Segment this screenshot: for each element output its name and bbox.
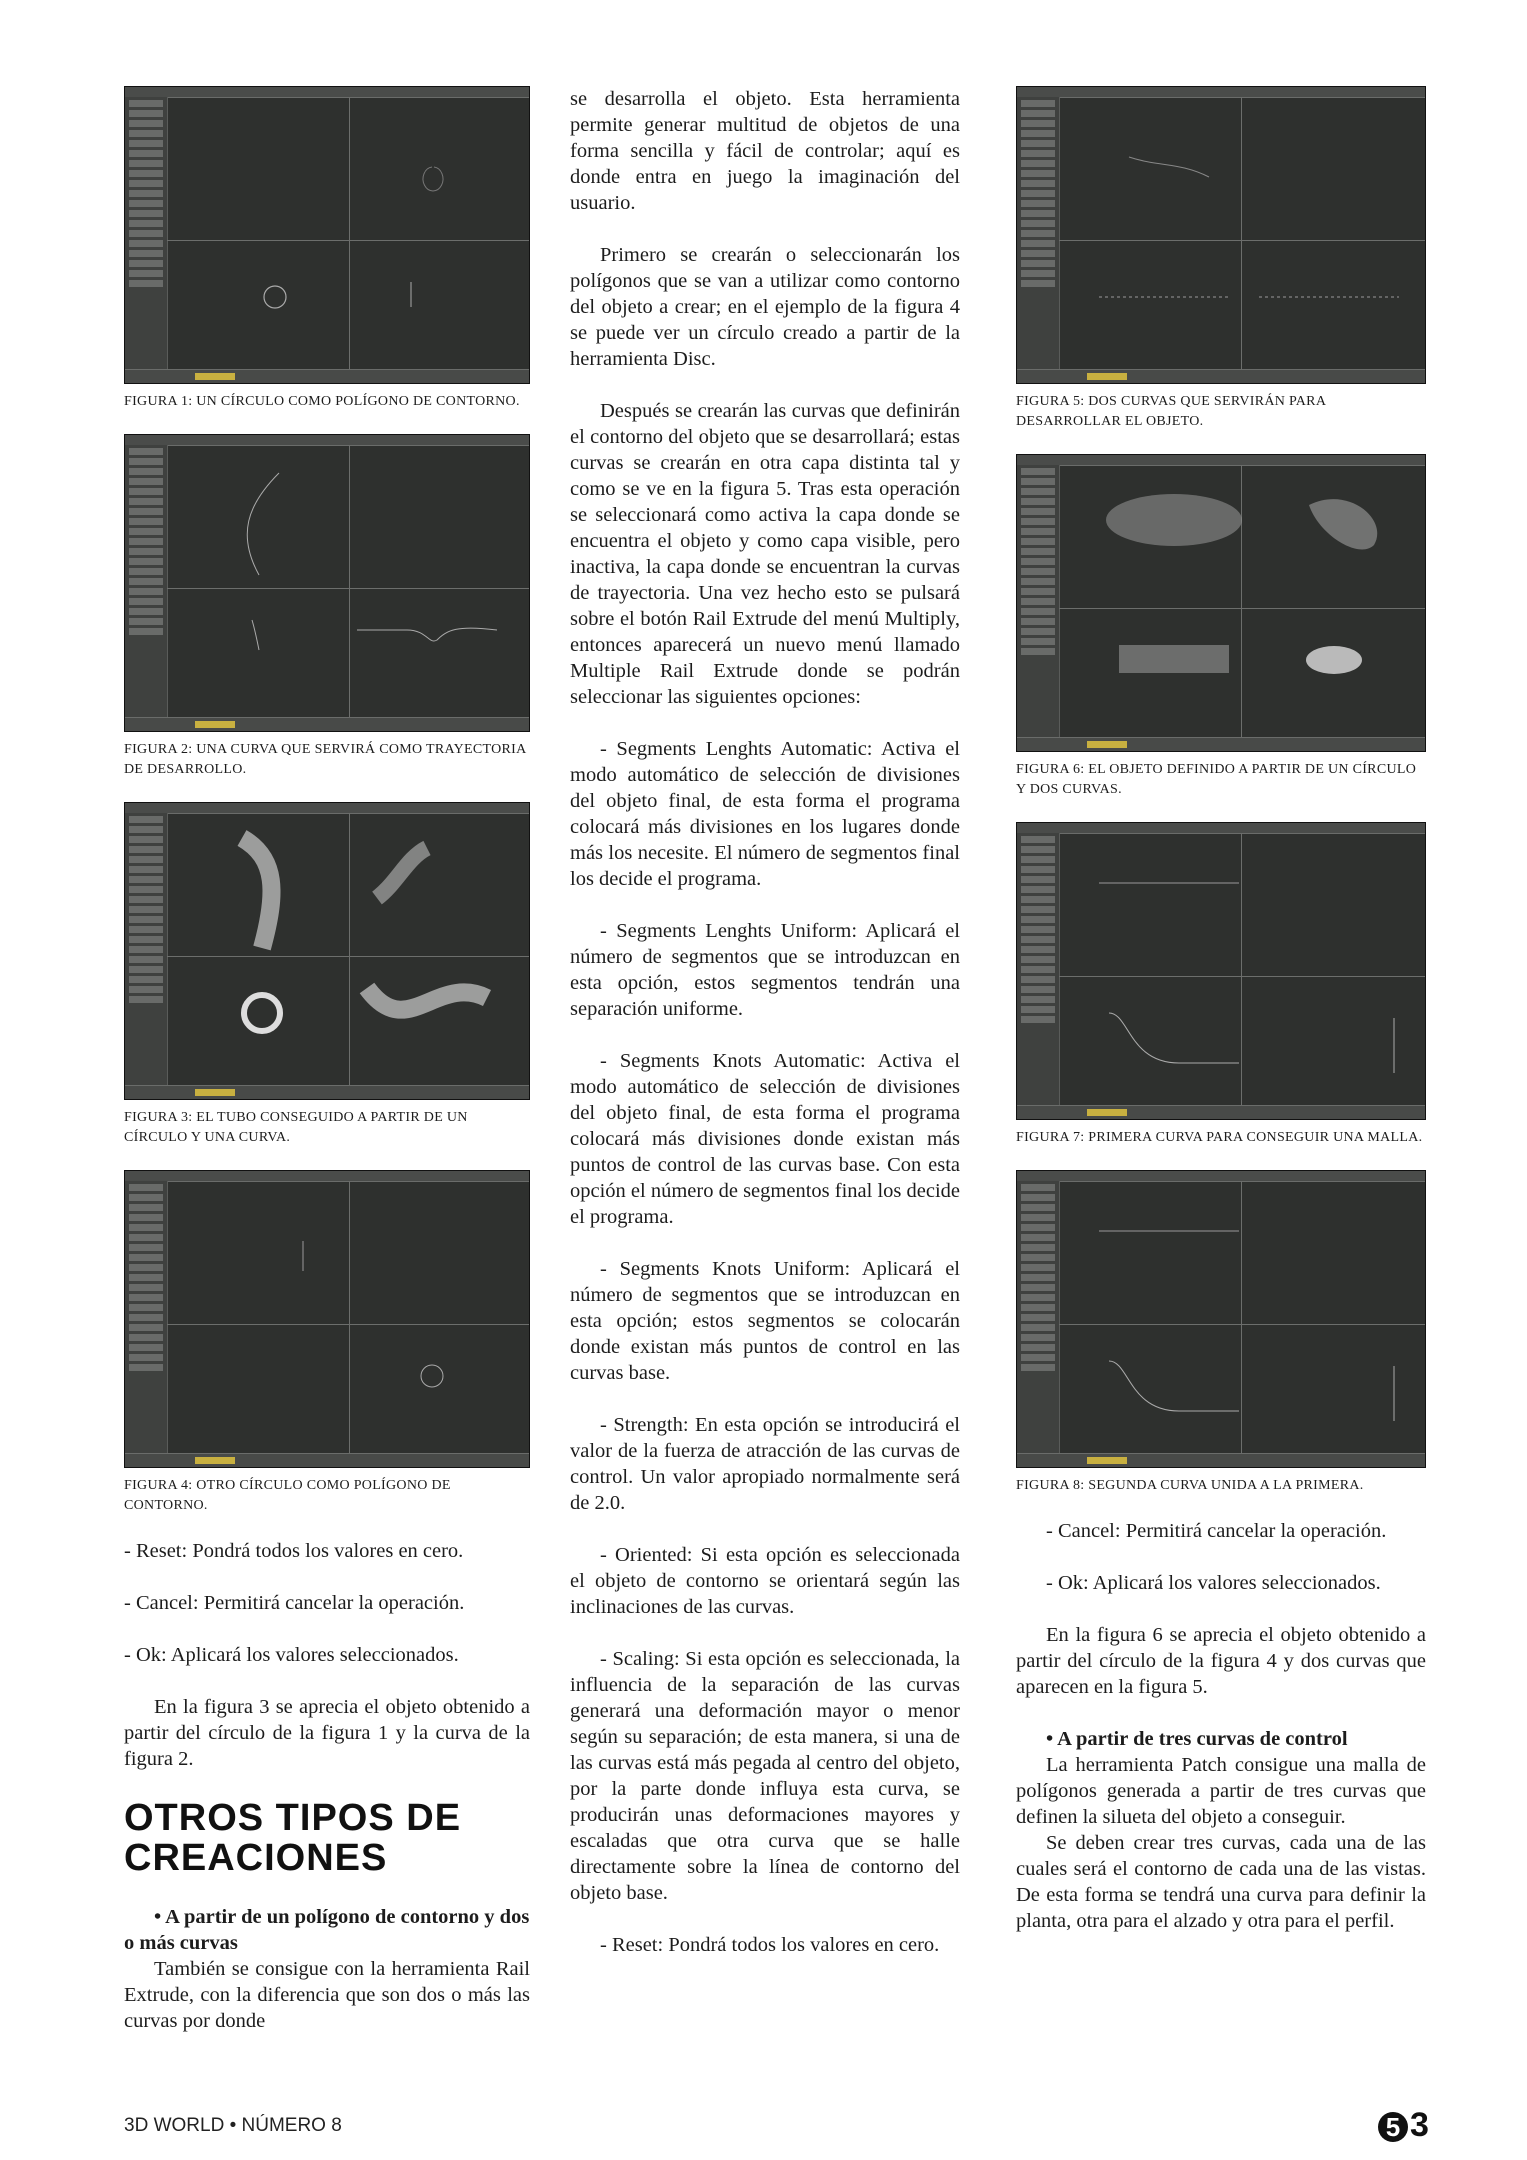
figure-3-screenshot <box>124 802 530 1100</box>
figure-4-caption: FIGURA 4: OTRO CÍRCULO COMO POLÍGONO DE CONTORNO. <box>124 1478 451 1513</box>
figure-6-screenshot <box>1016 454 1426 752</box>
paragraph-patch: La herramienta Patch consigue una malla de polígonos generada a partir de tres curvas que definen la silueta del objeto a conseguir. <box>1016 1754 1426 1828</box>
figure-2-caption: FIGURA 2: UNA CURVA QUE SERVIRÁ COMO TRAYECTORIA DE DESARROLLO. <box>124 742 526 777</box>
figure-1-caption: FIGURA 1: UN CÍRCULO COMO POLÍGONO DE CONTORNO. <box>124 394 520 409</box>
option-segments-lenghts-uniform: - Segments Lenghts Uniform: Aplicará el número de segmentos que se introduzcan en esta opción, estos segmentos tendrán una separación uniforme. <box>570 920 960 1020</box>
footer-magazine: 3D WORLD • NÚMERO 8 <box>124 2115 342 2136</box>
cancel-option: - Cancel: Permitirá cancelar la operación. <box>1046 1520 1387 1542</box>
subheading-three-curves: • A partir de tres curvas de control <box>1046 1728 1348 1750</box>
reset-option: - Reset: Pondrá todos los valores en cero. <box>124 1540 464 1562</box>
figure-5-screenshot <box>1016 86 1426 384</box>
figure-7-screenshot <box>1016 822 1426 1120</box>
page-number: 5 3 <box>1378 2106 1429 2145</box>
option-segments-knots-automatic: - Segments Knots Automatic: Activa el modo automático de selección de divisiones del objeto final, de esta forma el programa colocará más divisiones donde existan más puntos de control de las curvas base. Con esta opción el número de segmentos final los decide el programa. <box>570 1050 960 1228</box>
figure-5-caption: FIGURA 5: DOS CURVAS QUE SERVIRÁN PARA DESARROLLAR EL OBJETO. <box>1016 394 1326 429</box>
option-reset: - Reset: Pondrá todos los valores en cero. <box>600 1934 940 1956</box>
figure-3-caption: FIGURA 3: EL TUBO CONSEGUIDO A PARTIR DE UN CÍRCULO Y UNA CURVA. <box>124 1110 468 1145</box>
figure-8-screenshot <box>1016 1170 1426 1468</box>
option-oriented: - Oriented: Si esta opción es seleccionada el objeto de contorno se orientará según las inclinaciones de las curvas. <box>570 1544 960 1618</box>
figure-2-screenshot <box>124 434 530 732</box>
figure-8-caption: FIGURA 8: SEGUNDA CURVA UNIDA A LA PRIMERA. <box>1016 1478 1364 1493</box>
cancel-option: - Cancel: Permitirá cancelar la operación. <box>124 1592 465 1614</box>
paragraph-rail-extrude: También se consigue con la herramienta Rail Extrude, con la diferencia que son dos o más las curvas por donde <box>124 1958 530 2032</box>
ok-option: - Ok: Aplicará los valores seleccionados. <box>124 1644 459 1666</box>
paragraph-figure-3: En la figura 3 se aprecia el objeto obtenido a partir del círculo de la figura 1 y la curva de la figura 2. <box>124 1696 530 1770</box>
option-segments-lenghts-automatic: - Segments Lenghts Automatic: Activa el modo automático de selección de divisiones del objeto final, de esta forma el programa colocará más divisiones en los lugares donde más los necesite. El número de segmentos final los decide el programa. <box>570 738 960 890</box>
option-scaling: - Scaling: Si esta opción es seleccionada, la influencia de la separación de las curvas generará una deformación mayor o menor según su separación; de esta manera, si una de las curvas está más pegada al centro del objeto, por la parte donde influya esta curva, se producirán unas deformaciones mayores y escaladas que otra curva que se halle directamente sobre la línea de contorno del objeto base. <box>570 1648 960 1904</box>
ok-option: - Ok: Aplicará los valores seleccionados. <box>1046 1572 1381 1594</box>
option-segments-knots-uniform: - Segments Knots Uniform: Aplicará el número de segmentos que se introduzcan en esta opción; estos segmentos se colocarán donde existan más puntos de control en las curvas base. <box>570 1258 960 1384</box>
paragraph-three-curves: Se deben crear tres curvas, cada una de las cuales será el contorno de cada una de las vistas. De esta forma se tendrá una curva para definir la planta, otra para el alzado y otra para el perfil. <box>1016 1832 1426 1932</box>
column-2 <box>570 86 960 1984</box>
figure-7-caption: FIGURA 7: PRIMERA CURVA PARA CONSEGUIR UNA MALLA. <box>1016 1130 1423 1145</box>
paragraph-polygons: Primero se crearán o seleccionarán los polígonos que se van a utilizar como contorno del objeto a crear; en el ejemplo de la figura 4 se puede ver un círculo creado a partir de la herramienta Disc. <box>570 244 960 370</box>
paragraph-curves: Después se crearán las curvas que definirán el contorno del objeto que se desarrollará; estas curvas se crearán en otra capa distinta tal y como se ve en la figura 5. Tras esta operación se seleccionará como activa la capa donde se encuentra el objeto y como capa visible, pero inactiva, la capa donde se encuentran la curvas de trayectoria. Una vez hecho esto se pulsará sobre el botón Rail Extrude del menú Multiply, entonces aparecerá un nuevo menú llamado Multiple Rail Extrude donde se podrán seleccionar las siguientes opciones: <box>570 400 960 708</box>
column-3 <box>1016 86 1426 1934</box>
option-strength: - Strength: En esta opción se introducirá el valor de la fuerza de atracción de las curvas de control. Un valor apropiado normalmente será de 2.0. <box>570 1414 960 1514</box>
figure-4-screenshot <box>124 1170 530 1468</box>
paragraph-figure-6: En la figura 6 se aprecia el objeto obtenido a partir del círculo de la figura 4 y dos curvas que aparecen en la figura 5. <box>1016 1624 1426 1698</box>
paragraph-intro: se desarrolla el objeto. Esta herramienta permite generar multitud de objetos de una forma sencilla y fácil de controlar; aquí es donde entra en juego la imaginación del usuario. <box>570 88 960 214</box>
section-heading: OTROS TIPOS DE CREACIONES <box>124 1797 462 1879</box>
figure-6-caption: FIGURA 6: EL OBJETO DEFINIDO A PARTIR DE UN CÍRCULO Y DOS CURVAS. <box>1016 762 1417 797</box>
figure-1-screenshot <box>124 86 530 384</box>
subheading-polygon-curves: • A partir de un polígono de contorno y dos o más curvas <box>124 1906 530 1954</box>
column-1 <box>124 86 530 2034</box>
